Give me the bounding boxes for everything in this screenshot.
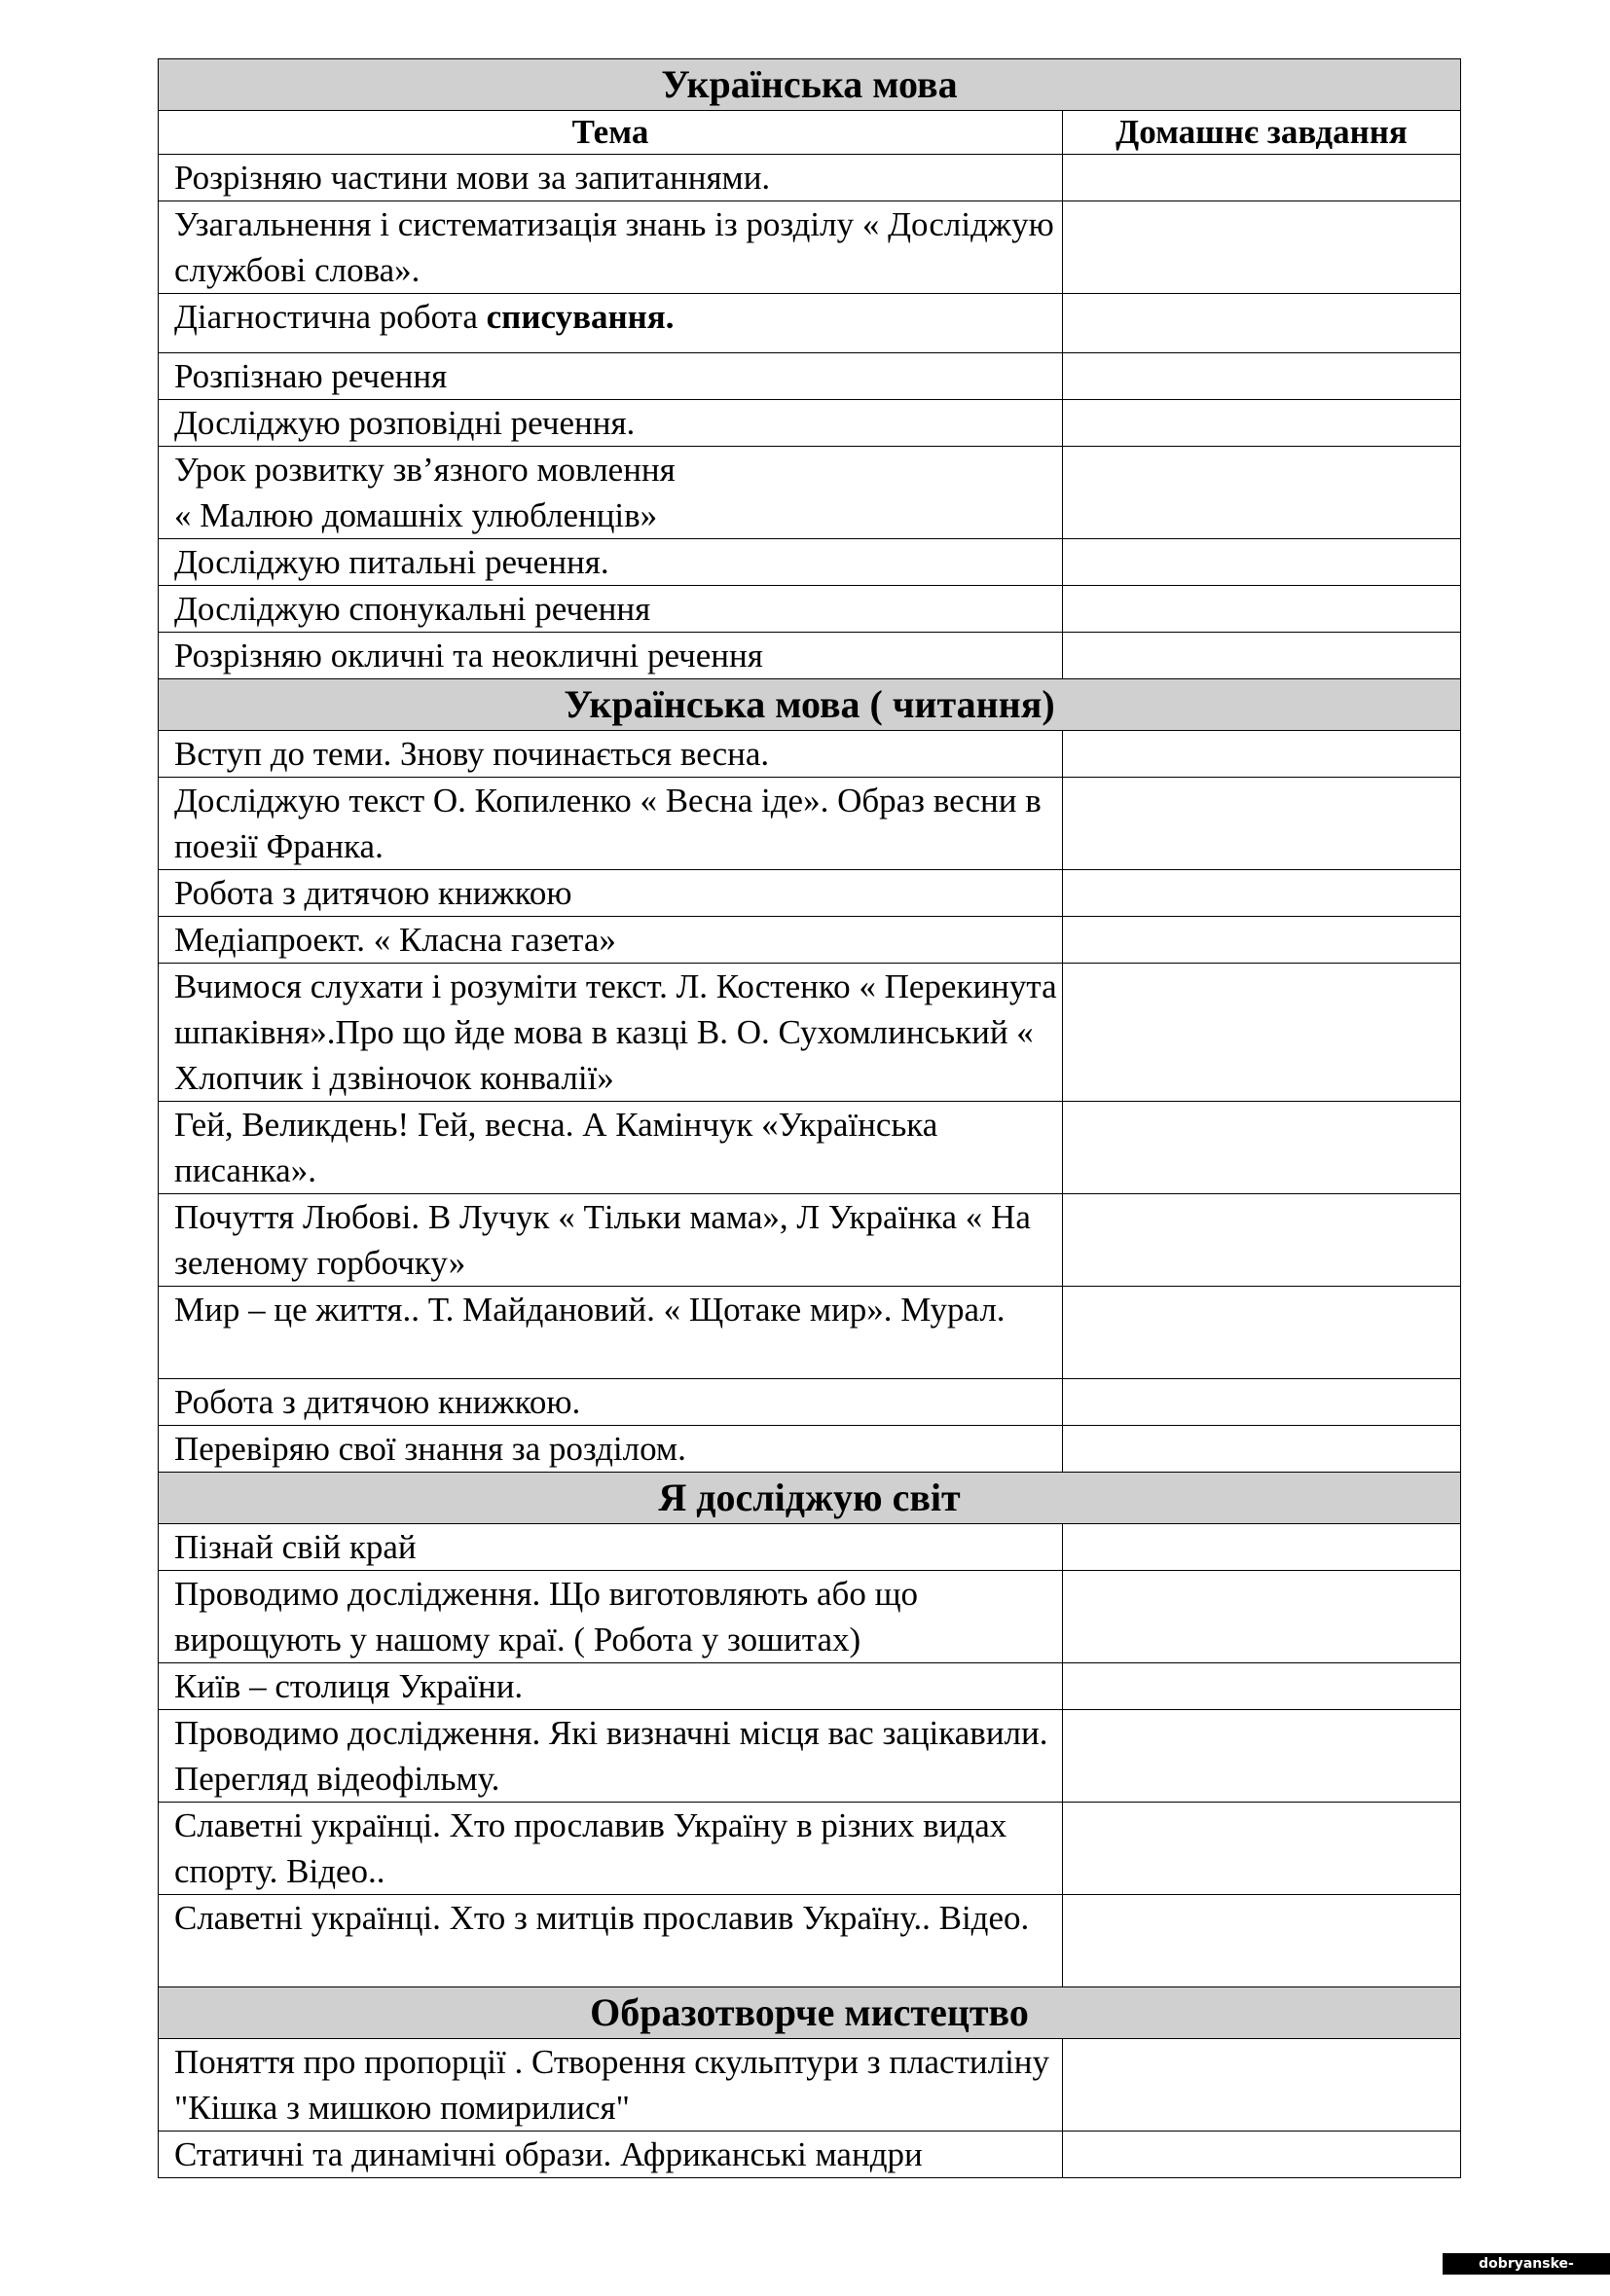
table-row (159, 2039, 1461, 2132)
table-row (159, 778, 1461, 870)
topic-cell: Почуття Любові. В Лучук « Тільки мама», Л Українка « На зеленому горбочку» (159, 1194, 1063, 1287)
homework-cell[interactable] (1063, 1379, 1461, 1426)
table-row (159, 353, 1461, 400)
section-header-reading (159, 679, 1461, 731)
homework-cell[interactable] (1063, 1663, 1461, 1710)
topic-cell (159, 294, 1063, 353)
table-row (159, 1803, 1461, 1895)
homework-cell[interactable] (1063, 539, 1461, 586)
homework-cell[interactable] (1063, 155, 1461, 201)
homework-cell[interactable] (1063, 447, 1461, 539)
homework-cell[interactable] (1063, 353, 1461, 400)
homework-cell[interactable] (1063, 633, 1461, 679)
topic-cell: Вступ до теми. Знову починається весна. (159, 731, 1063, 778)
table-row (159, 633, 1461, 679)
table-row (159, 155, 1461, 201)
topic-cell: Робота з дитячою книжкою (159, 870, 1063, 917)
homework-cell[interactable] (1063, 1710, 1461, 1803)
section-title: Українська мова ( читання) (159, 679, 1461, 731)
homework-cell[interactable] (1063, 1426, 1461, 1473)
table-row (159, 586, 1461, 633)
topic-cell: Славетні українці. Хто прославив Україну в різних видах спорту. Відео.. (159, 1803, 1063, 1895)
topic-cell: Розрізняю окличні та неокличні речення (159, 633, 1063, 679)
table-row (159, 731, 1461, 778)
topic-cell: Гей, Великдень! Гей, весна. А Камінчук «Українська писанка». (159, 1102, 1063, 1194)
table-row (159, 539, 1461, 586)
table-row (159, 1710, 1461, 1803)
homework-cell[interactable] (1063, 586, 1461, 633)
topic-cell: Вчимося слухати і розуміти текст. Л. Костенко « Перекинута шпаківня».Про що йде мова в казці В. О. Сухомлинський « Хлопчик і дзвіночок конвалії» (159, 964, 1063, 1102)
topic-cell: Узагальнення і систематизація знань із розділу « Досліджую службові слова». (159, 201, 1063, 294)
table-row (159, 201, 1461, 294)
topic-cell: Робота з дитячою книжкою. (159, 1379, 1063, 1426)
topic-cell: Урок розвитку зв’язного мовлення « Малюю домашніх улюбленців» (159, 447, 1063, 539)
topic-cell: Поняття про пропорції . Створення скульптури з пластиліну "Кішка з мишкою помирилися" (159, 2039, 1063, 2132)
table-row (159, 1571, 1461, 1663)
table-row (159, 870, 1461, 917)
homework-cell[interactable] (1063, 2039, 1461, 2132)
table-row (159, 1287, 1461, 1379)
table-row (159, 1895, 1461, 1987)
topic-cell: Досліджую питальні речення. (159, 539, 1063, 586)
topic-cell: Медіапроект. « Класна газета» (159, 917, 1063, 964)
table-row (159, 2132, 1461, 2178)
column-header-homework: Домашнє завдання (1063, 111, 1461, 155)
section-title: Я досліджую світ (159, 1473, 1461, 1524)
topic-cell: Досліджую розповідні речення. (159, 400, 1063, 447)
table-row (159, 447, 1461, 539)
homework-cell[interactable] (1063, 1102, 1461, 1194)
homework-cell[interactable] (1063, 1571, 1461, 1663)
table-row (159, 917, 1461, 964)
topic-cell: Досліджую текст О. Копиленко « Весна іде». Образ весни в поезії Франка. (159, 778, 1063, 870)
topic-cell: Мир – це життя.. Т. Майдановий. « Щотаке мир». Мурал. (159, 1287, 1063, 1379)
table-row (159, 1426, 1461, 1473)
topic-cell: Проводимо дослідження. Які визначні місця вас зацікавили. Перегляд відеофільму. (159, 1710, 1063, 1803)
homework-cell[interactable] (1063, 870, 1461, 917)
table-row (159, 1663, 1461, 1710)
homework-cell[interactable] (1063, 201, 1461, 294)
homework-cell[interactable] (1063, 731, 1461, 778)
table-row (159, 1524, 1461, 1571)
homework-cell[interactable] (1063, 1803, 1461, 1895)
table-row (159, 964, 1461, 1102)
table-row (159, 1194, 1461, 1287)
homework-table (158, 58, 1461, 2178)
topic-cell: Розпізнаю речення (159, 353, 1063, 400)
site-watermark: dobryanske-sch.ucoz.ua (1443, 2253, 1610, 2275)
table-row (159, 1379, 1461, 1426)
homework-cell[interactable] (1063, 917, 1461, 964)
homework-cell[interactable] (1063, 1524, 1461, 1571)
section-header-art (159, 1987, 1461, 2039)
topic-cell: Статичні та динамічні образи. Африканські мандри (159, 2132, 1063, 2178)
topic-cell: Перевіряю свої знання за розділом. (159, 1426, 1063, 1473)
topic-cell: Проводимо дослідження. Що виготовляють або що вирощують у нашому краї. ( Робота у зошитах) (159, 1571, 1063, 1663)
topic-cell: Досліджую спонукальні речення (159, 586, 1063, 633)
topic-cell: Розрізняю частини мови за запитаннями. (159, 155, 1063, 201)
homework-cell[interactable] (1063, 400, 1461, 447)
table-row (159, 400, 1461, 447)
table-row (159, 294, 1461, 353)
homework-cell[interactable] (1063, 2132, 1461, 2178)
column-header-topic: Тема (159, 111, 1063, 155)
homework-cell[interactable] (1063, 964, 1461, 1102)
column-header-row (159, 111, 1461, 155)
topic-cell: Славетні українці. Хто з митців прославив Україну.. Відео. (159, 1895, 1063, 1987)
homework-cell[interactable] (1063, 1895, 1461, 1987)
topic-cell: Пізнай свій край (159, 1524, 1063, 1571)
section-title: Українська мова (159, 59, 1461, 111)
section-header-ukrainian (159, 59, 1461, 111)
homework-cell[interactable] (1063, 778, 1461, 870)
homework-cell[interactable] (1063, 1194, 1461, 1287)
homework-cell[interactable] (1063, 1287, 1461, 1379)
table-row (159, 1102, 1461, 1194)
section-title: Образотворче мистецтво (159, 1987, 1461, 2039)
topic-text-bold: списування. (486, 298, 675, 336)
section-header-world (159, 1473, 1461, 1524)
topic-cell: Київ – столиця України. (159, 1663, 1063, 1710)
homework-cell[interactable] (1063, 294, 1461, 353)
topic-text: Діагностична робота (174, 298, 487, 336)
